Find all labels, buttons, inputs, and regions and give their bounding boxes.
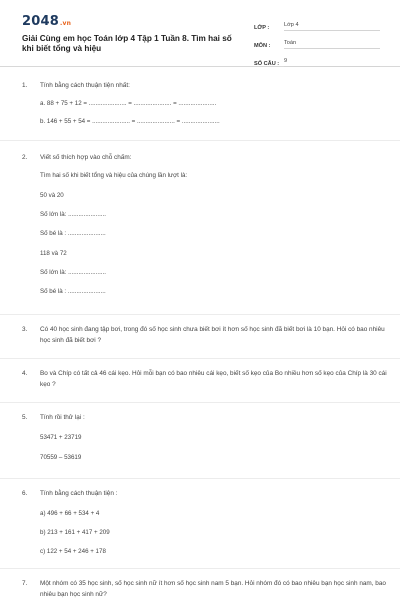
meta-label-count: SỐ CÂU :	[254, 61, 280, 67]
question-number: 7.	[22, 580, 28, 587]
question-2-big2: Số lớn là: ......................	[40, 269, 106, 276]
meta-value-subject: Toán	[284, 40, 380, 49]
meta-info	[254, 16, 380, 70]
question-number: 5.	[22, 414, 28, 421]
question-6a: a) 496 + 66 + 534 + 4	[40, 510, 100, 517]
worksheet-header	[0, 0, 400, 67]
meta-row-class	[254, 16, 380, 31]
question-text: Bo và Chíp có tất cả 46 cái kẹo. Hỏi mỗi bạn có bao nhiêu cái kẹo, biết số kẹo của Bo nhiều hơn số kẹo của Chíp là 30 cái kẹo ?	[40, 370, 387, 388]
divider	[0, 568, 400, 569]
meta-row-count	[254, 52, 380, 67]
logo-main: 2048	[22, 14, 59, 29]
question-2-small1: Số bé là : ......................	[40, 230, 106, 237]
meta-value-count: 9	[284, 58, 380, 67]
question-2-small2: Số bé là : ......................	[40, 288, 106, 295]
site-logo[interactable]	[22, 14, 71, 29]
question-number: 4.	[22, 370, 28, 377]
meta-label-subject: MÔN :	[254, 43, 271, 49]
question-5a: 53471 + 23719	[40, 434, 82, 441]
question-text: Tính bằng cách thuận tiện nhất:	[40, 82, 130, 89]
question-2-intro: Tìm hai số khi biết tổng và hiệu của chúng lần lượt là:	[40, 172, 188, 179]
question-6c: c) 122 + 54 + 246 + 178	[40, 548, 106, 555]
question-number: 2.	[22, 154, 28, 161]
divider	[0, 314, 400, 315]
question-text: Có 40 học sinh đang tập bơi, trong đó số học sinh chưa biết bơi ít hơn số học sinh đã biết bơi là 10 bạn. Hỏi có bao nhiêu học sinh đã biết bơi ?	[40, 326, 385, 344]
divider	[0, 140, 400, 141]
question-text: Một nhóm có 35 học sinh, số học sinh nữ ít hơn số học sinh nam 5 bạn. Hỏi nhóm đó có bao nhiêu bạn học sinh nam, bao nhiêu bạn học sinh nữ?	[40, 580, 386, 598]
question-1a: a. 88 + 75 + 12 = ...................... = ...................... = ......................	[40, 100, 217, 107]
meta-value-class: Lớp 4	[284, 22, 380, 31]
question-text: Tính rồi thử lại :	[40, 414, 85, 421]
divider	[0, 402, 400, 403]
meta-label-class: LỚP :	[254, 25, 270, 31]
question-number: 3.	[22, 326, 28, 333]
question-5b: 70559 – 53619	[40, 454, 82, 461]
meta-row-subject	[254, 34, 380, 49]
question-6b: b) 213 + 161 + 417 + 209	[40, 529, 110, 536]
question-2-pair2: 118 và 72	[40, 250, 67, 257]
question-number: 1.	[22, 82, 28, 89]
question-text: Tính bằng cách thuận tiện :	[40, 490, 118, 497]
divider	[0, 478, 400, 479]
question-number: 6.	[22, 490, 28, 497]
document-title: Giải Cùng em học Toán lớp 4 Tập 1 Tuần 8. Tìm hai số khi biết tổng và hiệu	[22, 34, 232, 53]
logo-suffix: .vn	[59, 20, 72, 27]
question-1b: b. 146 + 55 + 54 = ...................... = ...................... = ......................	[40, 118, 220, 125]
question-2-big1: Số lớn là: ......................	[40, 211, 106, 218]
question-2-pair1: 50 và 20	[40, 192, 64, 199]
divider	[0, 358, 400, 359]
question-text: Viết số thích hợp vào chỗ chấm:	[40, 154, 132, 161]
